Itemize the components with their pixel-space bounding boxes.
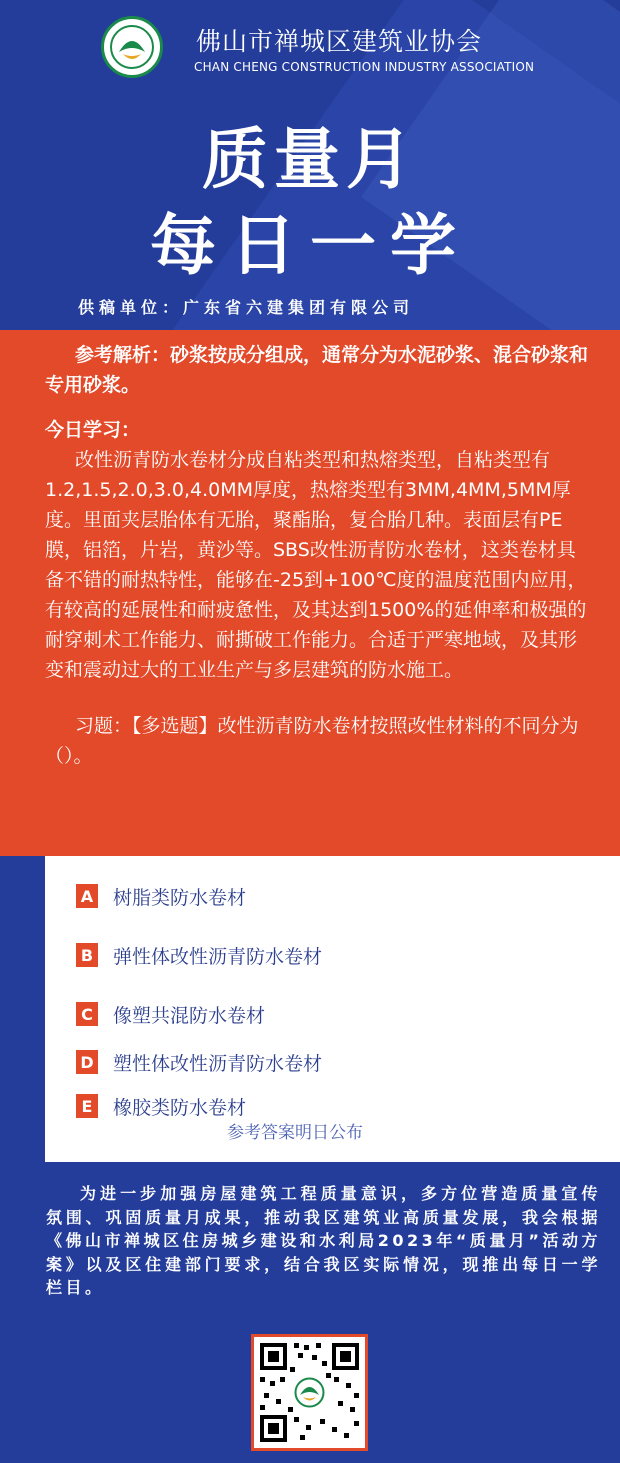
answer-note: 参考答案明日公布: [227, 1123, 363, 1143]
option-letter: C: [76, 1002, 98, 1026]
qr-code-icon[interactable]: [251, 1334, 368, 1451]
option-a[interactable]: [76, 884, 246, 908]
content-panel: [0, 330, 620, 856]
option-letter: A: [76, 884, 98, 908]
supplier-line: 供稿单位：广东省六建集团有限公司: [78, 298, 415, 317]
header: [0, 0, 620, 90]
option-text: 像塑共混防水卷材: [113, 1004, 266, 1027]
association-logo-icon: [101, 16, 163, 78]
option-text: 树脂类防水卷材: [113, 886, 247, 909]
analysis-text: 参考解析：砂浆按成分组成，通常分为水泥砂浆、混合砂浆和专用砂浆。: [45, 344, 589, 396]
option-b[interactable]: [76, 943, 322, 967]
option-letter: E: [76, 1094, 98, 1118]
option-e[interactable]: [76, 1094, 246, 1118]
learn-title: 今日学习：: [45, 419, 141, 441]
page-title-line2: 每日一学: [150, 207, 470, 284]
content-body: [45, 340, 590, 771]
option-d[interactable]: [76, 1050, 322, 1074]
option-text: 弹性体改性沥青防水卷材: [113, 945, 323, 968]
organization-name: 佛山市禅城区建筑业协会: [196, 27, 483, 56]
intro-text: 为进一步加强房屋建筑工程质量意识，多方位营造质量宣传氛围、巩固质量月成果，推动我区建筑业高质量发展，我会根据《佛山市禅城区住房城乡建设和水利局2023年“质量月”活动方案》以及区住建部门要求，结合我区实际情况，现推出每日一学栏目。: [46, 1184, 601, 1297]
learn-text: 改性沥青防水卷材分成自粘类型和热熔类型，自粘类型有1.2,1.5,2.0,3.0,4.0MM厚度，热熔类型有3MM,4MM,5MM厚度。里面夹层胎体有无胎，聚酯胎，复合胎几种。表面层有PE膜，铝箔，片岩，黄沙等。SBS改性沥青防水卷材，这类卷材具备不错的耐热特性，能够在-25到+100℃度的温度范围内应用，有较高的延展性和耐疲惫性，及其达到1500%的延伸率和极强的耐穿刺术工作能力、耐撕破工作能力。合适于严寒地域，及其形变和震动过大的工业生产与多层建筑的防水施工。: [45, 449, 587, 681]
options-panel: [45, 856, 620, 1162]
option-c[interactable]: [76, 1002, 265, 1026]
option-letter: B: [76, 943, 98, 967]
exercise-text: 习题：【多选题】改性沥青防水卷材按照改性材料的不同分为（）。: [45, 715, 579, 767]
option-text: 橡胶类防水卷材: [113, 1096, 247, 1119]
option-letter: D: [76, 1050, 98, 1074]
page-title-line1: 质量月: [202, 121, 418, 198]
organization-name-english: CHAN CHENG CONSTRUCTION INDUSTRY ASSOCIATION: [194, 60, 535, 74]
option-text: 塑性体改性沥青防水卷材: [113, 1052, 323, 1075]
